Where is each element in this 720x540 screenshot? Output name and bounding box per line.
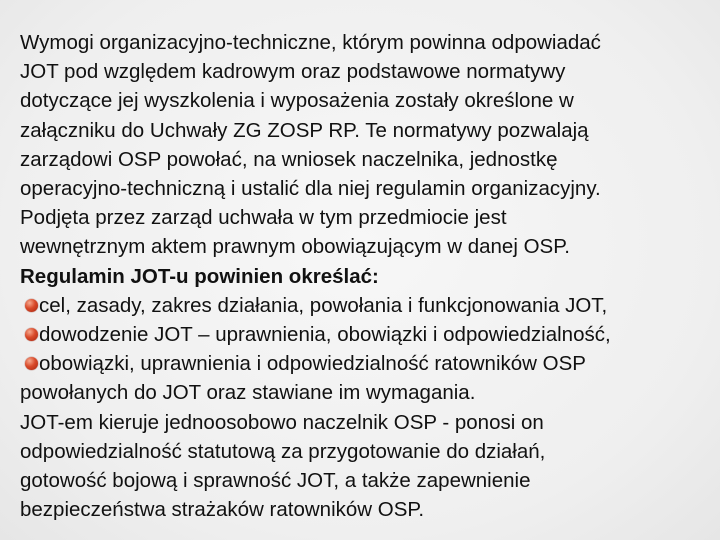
slide-text — [20, 28, 710, 524]
bullet-item — [20, 349, 710, 378]
intro-line: JOT pod względem kadrowym oraz podstawowe normatywy — [20, 60, 566, 84]
bullet-item — [20, 320, 710, 349]
bullet-item-text: obowiązki, uprawnienia i odpowiedzialność ratowników OSP — [39, 352, 586, 376]
intro-line: załączniku do Uchwały ZG ZOSP RP. Te normatywy pozwalają — [20, 118, 589, 142]
red-sphere-bullet-icon — [25, 328, 38, 341]
closing-line: odpowiedzialność statutową za przygotowanie do działań, — [20, 439, 546, 463]
bullet-item-text: cel, zasady, zakres działania, powołania i funkcjonowania JOT, — [39, 293, 608, 317]
closing-line: powołanych do JOT oraz stawiane im wymagania. — [20, 381, 476, 405]
intro-line: Podjęta przez zarząd uchwała w tym przedmiocie jest — [20, 206, 507, 230]
intro-line: dotyczące jej wyszkolenia i wyposażenia zostały określone w — [20, 89, 574, 113]
closing-line: JOT-em kieruje jednoosobowo naczelnik OSP - ponosi on — [20, 410, 544, 434]
closing-line: bezpieczeństwa strażaków ratowników OSP. — [20, 498, 425, 522]
red-sphere-bullet-icon — [25, 299, 38, 312]
red-sphere-bullet-icon — [25, 357, 38, 370]
bullet-item — [20, 291, 710, 320]
bullet-item-text: dowodzenie JOT – uprawnienia, obowiązki i odpowiedzialność, — [39, 323, 611, 347]
intro-line: zarządowi OSP powołać, na wniosek naczelnika, jednostkę — [20, 147, 558, 171]
closing-line: gotowość bojową i sprawność JOT, a także zapewnienie — [20, 469, 531, 493]
intro-line: Wymogi organizacyjno-techniczne, którym powinna odpowiadać — [20, 31, 601, 54]
intro-line: wewnętrznym aktem prawnym obowiązującym w danej OSP. — [20, 235, 570, 259]
intro-line: operacyjno-techniczną i ustalić dla niej regulamin organizacyjny. — [20, 177, 601, 201]
section-heading: Regulamin JOT-u powinien określać: — [20, 264, 379, 288]
